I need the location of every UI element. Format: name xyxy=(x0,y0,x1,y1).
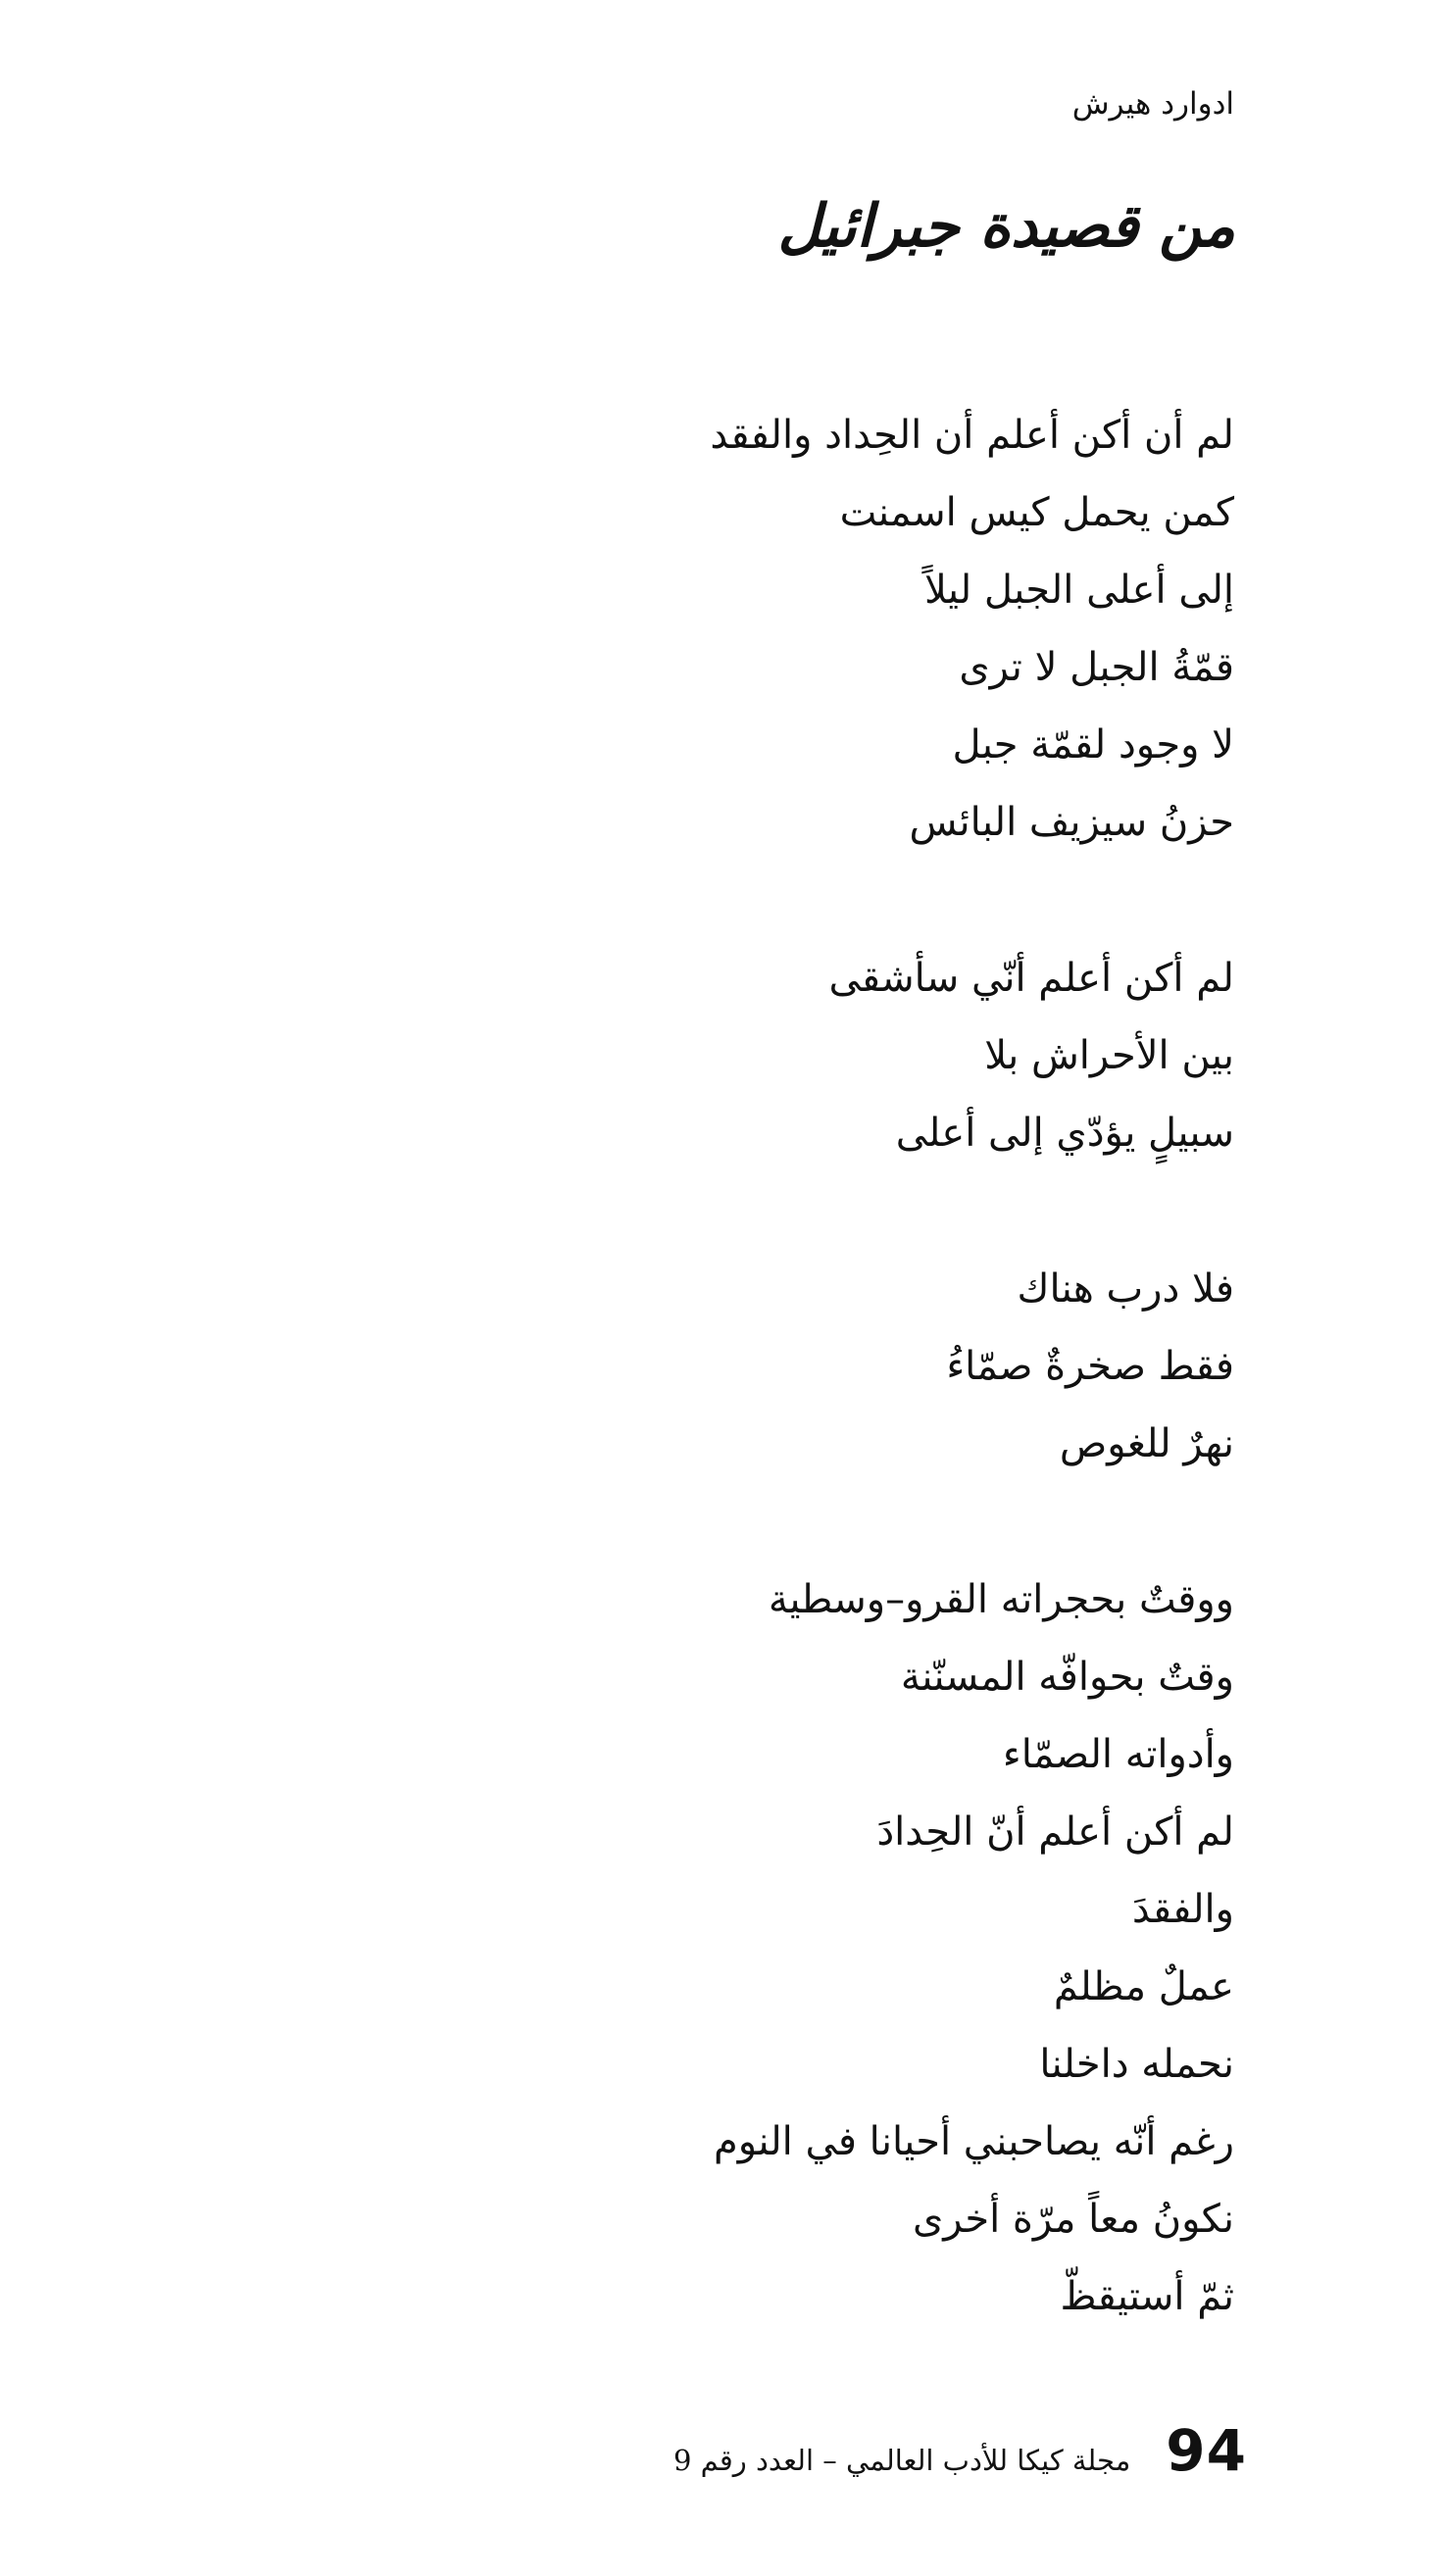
stanza xyxy=(710,1251,1234,1483)
poem-line: نحمله داخلنا xyxy=(1039,2042,1234,2087)
stanza-break xyxy=(710,1172,1234,1251)
journal-name: مجلة كيكا للأدب العالمي – العدد رقم 9 xyxy=(672,2444,1131,2477)
poem-line: كمن يحمل كيس اسمنت xyxy=(839,490,1234,535)
poem-line: نهرٌ للغوص xyxy=(1059,1421,1234,1466)
poem-line: وقتٌ بحوافّه المسنّنة xyxy=(900,1655,1234,1700)
poem-body xyxy=(710,397,1234,2336)
stanza xyxy=(710,940,1234,1172)
poem-line: نكونُ معاً مرّة أخرى xyxy=(913,2197,1234,2242)
poem-title: من قصيدة جبرائيل xyxy=(777,192,1235,261)
poem-line: لم أكن أعلم أنّ الحِدادَ xyxy=(876,1809,1234,1855)
poem-line: عملٌ مظلمٌ xyxy=(1053,1964,1234,2009)
poem-line: والفقدَ xyxy=(1131,1887,1234,1932)
author-name: ادوارد هيرش xyxy=(1071,86,1234,122)
poem-line: لم أكن أعلم أنّي سأشقى xyxy=(828,956,1234,1001)
page-number: 94 xyxy=(1166,2417,1247,2484)
poem-line: سبيلٍ يؤدّي إلى أعلى xyxy=(895,1111,1234,1156)
poem-line: حزنُ سيزيف البائس xyxy=(909,800,1234,845)
stanza xyxy=(710,1561,1234,2336)
poem-line: لا وجود لقمّة جبل xyxy=(952,722,1234,768)
stanza-break xyxy=(710,1483,1234,1561)
stanza xyxy=(710,397,1234,862)
poem-line: وأدواته الصمّاء xyxy=(1002,1732,1234,1777)
poem-line: لم أن أكن أعلم أن الحِداد والفقد xyxy=(710,413,1234,458)
poem-line: ووقتٌ بحجراته القرو–وسطية xyxy=(768,1577,1234,1622)
poem-line: فقط صخرةٌ صمّاءُ xyxy=(946,1344,1234,1389)
poem-line: ثمّ أستيقظّ xyxy=(1060,2274,1234,2319)
poem-line: فلا درب هناك xyxy=(1017,1266,1234,1312)
stanza-break xyxy=(710,862,1234,940)
poem-line: رغم أنّه يصاحبني أحيانا في النوم xyxy=(713,2119,1234,2164)
poem-line: بين الأحراش بلا xyxy=(984,1033,1234,1078)
page-footer xyxy=(673,2417,1247,2484)
poem-line: إلى أعلى الجبل ليلاً xyxy=(924,568,1234,613)
poem-line: قمّةُ الجبل لا ترى xyxy=(959,645,1234,690)
